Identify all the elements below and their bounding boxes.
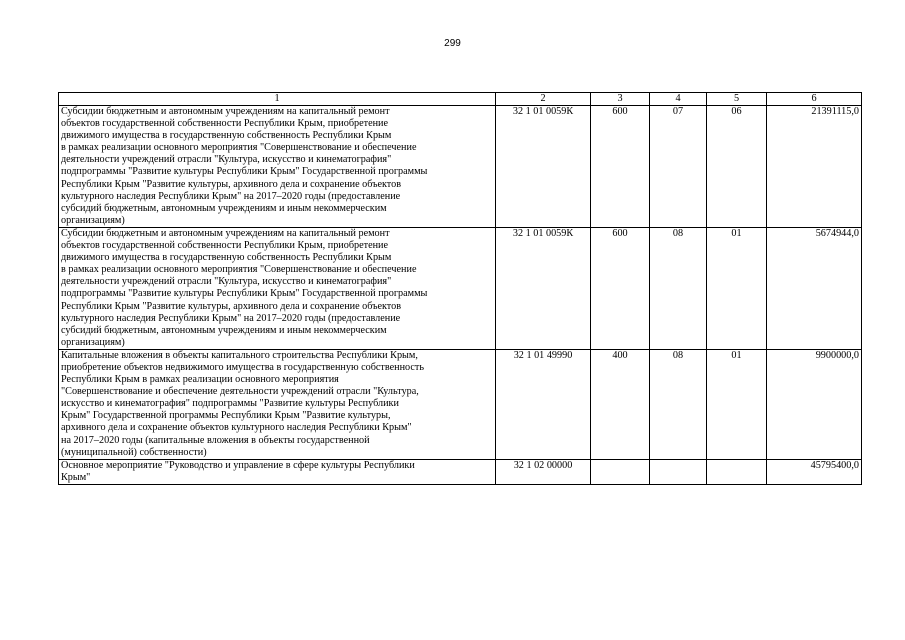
row-expense-type: 600 [591, 106, 650, 228]
description-line: в рамках реализации основного мероприятия "Совершенствование и обеспечение [61, 264, 417, 276]
row-subsection: 06 [707, 106, 767, 228]
row-section: 08 [650, 227, 707, 349]
description-line: приобретение объектов недвижимого имущества в государственную собственность [61, 361, 425, 373]
description-line: Республики Крым "Развитие культуры, архивного дела и сохранение объектов [61, 178, 402, 190]
description-line: культурного наследия Республики Крым" на 2017–2020 годы (предоставление [61, 312, 401, 324]
description-line: "Совершенствование и обеспечение деятельности учреждений отрасли "Культура, [61, 386, 419, 398]
description-line: Крым" [61, 471, 91, 483]
table-row [59, 106, 862, 228]
description-line: архивного дела и сохранение объектов культурного наследия Республики Крым" [61, 422, 412, 434]
row-amount: 5674944,0 [767, 227, 862, 349]
header-col-4: 4 [650, 93, 707, 106]
description-line: в рамках реализации основного мероприятия "Совершенствование и обеспечение [61, 142, 417, 154]
header-col-3: 3 [591, 93, 650, 106]
description-line: движимого имущества в государственную собственность Республики Крым [61, 252, 392, 264]
row-section: 07 [650, 106, 707, 228]
row-subsection: 01 [707, 349, 767, 459]
description-line: подпрограммы "Развитие культуры Республики Крым" Государственной программы [61, 166, 428, 178]
row-section: 08 [650, 349, 707, 459]
page-number: 299 [444, 38, 461, 49]
header-row [59, 93, 862, 106]
description-line: (муниципальной) собственности) [61, 446, 207, 458]
description-line: деятельности учреждений отрасли "Культура, искусство и кинематография" [61, 154, 392, 166]
description-line: Капитальные вложения в объекты капитального строительства Республики Крым, [61, 349, 418, 361]
row-description [59, 227, 496, 349]
row-expense-type: 600 [591, 227, 650, 349]
description-line: субсидий бюджетным, автономным учреждениям и иным некоммерческим [61, 202, 387, 214]
description-line: Республики Крым в рамках реализации основного мероприятия [61, 374, 339, 386]
header-col-2: 2 [496, 93, 591, 106]
row-code: 32 1 01 49990 [496, 349, 591, 459]
row-description [59, 459, 496, 484]
row-code: 32 1 02 00000 [496, 459, 591, 484]
row-section [650, 459, 707, 484]
row-amount: 9900000,0 [767, 349, 862, 459]
table-row [59, 227, 862, 349]
row-subsection: 01 [707, 227, 767, 349]
description-line: субсидий бюджетным, автономным учреждениям и иным некоммерческим [61, 324, 387, 336]
description-line: культурного наследия Республики Крым" на 2017–2020 годы (предоставление [61, 190, 401, 202]
table-row [59, 349, 862, 459]
description-line: Субсидии бюджетным и автономным учреждениям на капитальный ремонт [61, 227, 390, 239]
description-line: движимого имущества в государственную собственность Республики Крым [61, 130, 392, 142]
budget-table [58, 92, 862, 485]
row-subsection [707, 459, 767, 484]
description-line: искусство и кинематография" подпрограммы "Развитие культуры Республики [61, 398, 399, 410]
table-row [59, 459, 862, 484]
description-line: Субсидии бюджетным и автономным учреждениям на капитальный ремонт [61, 106, 390, 117]
row-code: 32 1 01 0059К [496, 227, 591, 349]
row-expense-type [591, 459, 650, 484]
row-expense-type: 400 [591, 349, 650, 459]
description-line: на 2017–2020 годы (капитальные вложения в объекты государственной [61, 434, 370, 446]
header-col-5: 5 [707, 93, 767, 106]
description-line: Крым" Государственной программы Республики Крым "Развитие культуры, [61, 410, 391, 422]
header-col-1: 1 [59, 93, 496, 106]
description-line: организациям) [61, 214, 125, 226]
row-code: 32 1 01 0059К [496, 106, 591, 228]
description-line: Основное мероприятие "Руководство и управление в сфере культуры Республики [61, 459, 415, 471]
description-line: объектов государственной собственности Республики Крым, приобретение [61, 118, 389, 130]
description-line: подпрограммы "Развитие культуры Республики Крым" Государственной программы [61, 288, 428, 300]
description-line: деятельности учреждений отрасли "Культура, искусство и кинематография" [61, 276, 392, 288]
description-line: Республики Крым "Развитие культуры, архивного дела и сохранение объектов [61, 300, 402, 312]
header-col-6: 6 [767, 93, 862, 106]
row-description [59, 106, 496, 228]
row-description [59, 349, 496, 459]
description-line: организациям) [61, 336, 125, 348]
description-line: объектов государственной собственности Республики Крым, приобретение [61, 240, 389, 252]
row-amount: 21391115,0 [767, 106, 862, 228]
row-amount: 45795400,0 [767, 459, 862, 484]
